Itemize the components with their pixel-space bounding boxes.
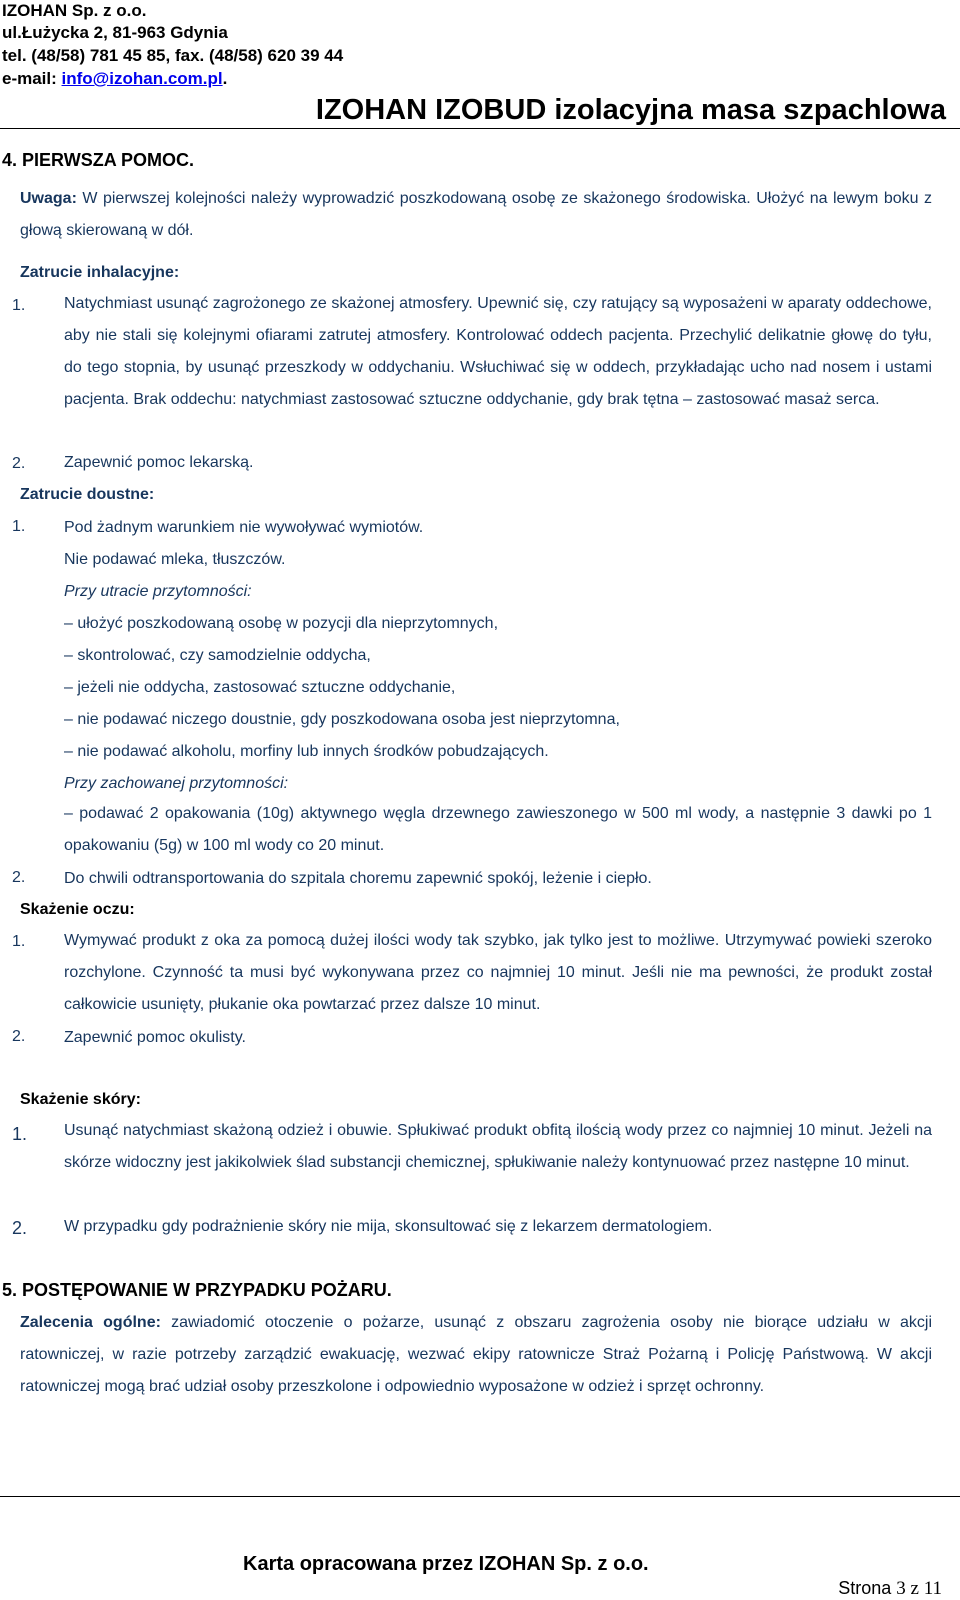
unconscious-item: – nie podawać alkoholu, morfiny lub innych środków pobudzających. <box>64 743 549 760</box>
section-5-general <box>20 1307 932 1403</box>
unconscious-item: – ułożyć poszkodowaną osobę w pozycji dla nieprzytomnych, <box>64 615 499 632</box>
section-5-heading: 5. POSTĘPOWANIE W PRZYPADKU POŻARU. <box>2 1280 392 1300</box>
footer-title: Karta opracowana przez IZOHAN Sp. z o.o. <box>243 1553 649 1575</box>
inhalation-num-2: 2. <box>12 455 26 472</box>
skin-item-2: W przypadku gdy podrażnienie skóry nie mija, skonsultować się z lekarzem dermatologiem. <box>64 1218 713 1235</box>
unconscious-item: – skontrolować, czy samodzielnie oddycha, <box>64 647 371 664</box>
inhalation-heading: Zatrucie inhalacyjne: <box>20 264 180 281</box>
note-text: W pierwszej kolejności należy wyprowadzić poszkodowaną osobę ze skażonego środowiska. Ułożyć na lewym boku z głową skierowaną w dół. <box>20 190 932 239</box>
oral-item-2: Do chwili odtransportowania do szpitala choremu zapewnić spokój, leżenie i ciepło. <box>64 870 652 887</box>
skin-heading: Skażenie skóry: <box>20 1091 141 1108</box>
eyes-item-2: Zapewnić pomoc okulisty. <box>64 1029 246 1046</box>
eyes-num-2: 2. <box>12 1028 26 1045</box>
company-email-line <box>2 68 227 90</box>
unconscious-label: Przy utracie przytomności: <box>64 583 252 600</box>
conscious-text: – podawać 2 opakowania (10g) aktywnego węgla drzewnego zawieszonego w 500 ml wody, a następnie 3 dawki po 1 opakowaniu (5g) w 100 ml wody co 20 minut. <box>64 805 932 854</box>
page-count: 3 z 11 <box>896 1578 942 1599</box>
unconscious-item: – jeżeli nie oddycha, zastosować sztuczne oddychanie, <box>64 679 456 696</box>
general-text: zawiadomić otoczenie o pożarze, usunąć z obszaru zagrożenia osoby nie biorące udziału w akcji ratowniczej, w razie potrzeby zarządzić ewakuację, wezwać ekipy ratownicze Straż Pożarną i Policję Państwową. W akcji ratowniczej mogą brać udział osoby przeszkolone i odpowiednio wyposażone w odzież i sprzęt ochronny. <box>20 1314 933 1395</box>
oral-num-1: 1. <box>12 518 26 535</box>
skin-num-2: 2. <box>12 1218 28 1238</box>
general-label: Zalecenia ogólne: <box>20 1314 161 1331</box>
product-title: IZOHAN IZOBUD izolacyjna masa szpachlowa <box>315 94 946 126</box>
company-name: IZOHAN Sp. z o.o. <box>2 1 147 20</box>
inhalation-item-1: Natychmiast usunąć zagrożonego ze skażonej atmosfery. Upewnić się, czy ratujący są wyposażeni w aparaty oddechowe, aby nie stali się kolejnymi ofiarami zatrutej atmosfery. Kontrolować oddech pacjenta. Przechylić delikatnie głowę do tyłu, do tego stopnia, by usunąć przeszkody w oddychaniu. Wsłuchiwać się w oddech, przykładając ucho nad nosem i ustami pacjenta. Brak oddechu: natychmiast zastosować sztuczne oddychanie, gdy brak tętna – zastosować masaż serca. <box>64 295 932 408</box>
eyes-heading: Skażenie oczu: <box>20 901 135 918</box>
oral-item-1-line-1: Pod żadnym warunkiem nie wywoływać wymiotów. <box>64 519 424 536</box>
unconscious-item: – nie podawać niczego doustnie, gdy poszkodowana osoba jest nieprzytomna, <box>64 711 620 728</box>
oral-heading: Zatrucie doustne: <box>20 486 155 503</box>
inhalation-num-1: 1. <box>12 297 26 314</box>
section-4-heading: 4. PIERWSZA POMOC. <box>2 150 195 170</box>
email-label: e-mail: <box>2 69 62 88</box>
header-rule <box>0 128 960 129</box>
footer-rule <box>0 1496 960 1497</box>
oral-num-2: 2. <box>12 869 26 886</box>
oral-item-1-line-2: Nie podawać mleka, tłuszczów. <box>64 551 286 568</box>
skin-num-1: 1. <box>12 1124 28 1144</box>
email-link[interactable]: info@izohan.com.pl <box>61 69 223 88</box>
page-label: Strona <box>838 1578 897 1598</box>
conscious-label: Przy zachowanej przytomności: <box>64 775 289 792</box>
company-address: ul.Łużycka 2, 81-963 Gdynia <box>2 23 228 42</box>
email-suffix: . <box>222 69 228 88</box>
note-label: Uwaga: <box>20 190 77 207</box>
company-phone: tel. (48/58) 781 45 85, fax. (48/58) 620 39 44 <box>2 46 344 65</box>
inhalation-item-2: Zapewnić pomoc lekarską. <box>64 454 254 471</box>
eyes-num-1: 1. <box>12 933 26 950</box>
section-4-note <box>20 183 932 247</box>
eyes-item-1: Wymywać produkt z oka za pomocą dużej ilości wody tak szybko, jak tylko jest to możliwe. Utrzymywać powieki szeroko rozchylone. Czynność ta musi być wykonywana przez co najmniej 10 minut. Jeśli nie ma pewności, że produkt został całkowicie usunięty, płukanie oka powtarzać przez dalsze 10 minut. <box>64 932 932 1013</box>
skin-item-1: Usunąć natychmiast skażoną odzież i obuwie. Spłukiwać produkt obfitą ilością wody przez co najmniej 10 minut. Jeżeli na skórze widoczny jest jakikolwiek ślad substancji chemicznej, spłukiwanie należy kontynuować przez następne 10 minut. <box>64 1122 932 1171</box>
